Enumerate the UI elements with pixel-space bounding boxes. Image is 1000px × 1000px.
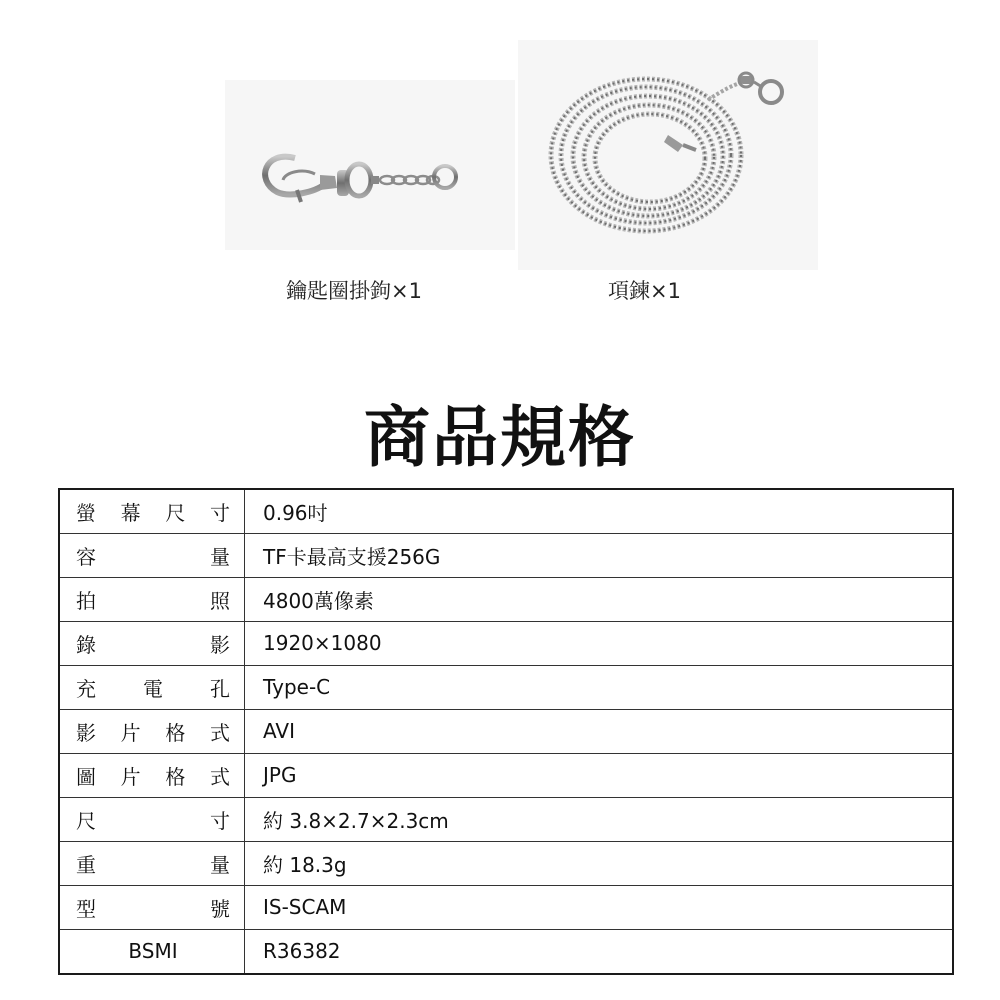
spec-row bbox=[59, 885, 953, 929]
spec-row bbox=[59, 577, 953, 621]
spec-key bbox=[59, 621, 245, 665]
spec-key bbox=[59, 665, 245, 709]
spec-key-label: 型 號 bbox=[76, 896, 230, 921]
spec-key bbox=[59, 753, 245, 797]
spec-key bbox=[59, 489, 245, 534]
keychain-hook-icon bbox=[225, 80, 515, 250]
spec-key-label: 影 片 格 式 bbox=[76, 720, 230, 745]
spec-table bbox=[58, 488, 954, 975]
spec-key-label: BSMI bbox=[128, 939, 178, 964]
accessory-label: 鑰匙圈掛鉤×1 bbox=[286, 279, 422, 303]
section-title: 商品規格 bbox=[364, 399, 636, 476]
spec-key-label: 錄 影 bbox=[76, 632, 230, 657]
spec-value: JPG bbox=[245, 753, 954, 797]
spec-key bbox=[59, 534, 245, 578]
spec-value: 1920×1080 bbox=[245, 621, 954, 665]
spec-key-label: 螢 幕 尺 寸 bbox=[76, 501, 230, 525]
spec-value: 0.96吋 bbox=[245, 489, 954, 534]
spec-key-label: 圖 片 格 式 bbox=[76, 764, 230, 789]
spec-value: 約 3.8×2.7×2.3cm bbox=[245, 797, 954, 841]
spec-value: 約 18.3g bbox=[245, 841, 954, 885]
spec-value: TF卡最高支援256G bbox=[245, 534, 954, 578]
spec-key-label: 充 電 孔 bbox=[76, 676, 230, 701]
spec-key bbox=[59, 929, 245, 974]
spec-key bbox=[59, 709, 245, 753]
spec-key bbox=[59, 885, 245, 929]
spec-key bbox=[59, 797, 245, 841]
spec-value: IS-SCAM bbox=[245, 885, 954, 929]
spec-row bbox=[59, 665, 953, 709]
spec-key bbox=[59, 577, 245, 621]
chain-necklace-icon bbox=[518, 40, 818, 270]
spec-key-label: 拍 照 bbox=[76, 588, 230, 613]
spec-row bbox=[59, 621, 953, 665]
spec-value: Type-C bbox=[245, 665, 954, 709]
spec-value: R36382 bbox=[245, 929, 954, 974]
spec-key-label: 重 量 bbox=[76, 852, 230, 877]
spec-row bbox=[59, 709, 953, 753]
spec-value: 4800萬像素 bbox=[245, 577, 954, 621]
spec-key-label: 容 量 bbox=[76, 544, 230, 569]
spec-row bbox=[59, 753, 953, 797]
spec-key bbox=[59, 841, 245, 885]
accessory-label: 項鍊×1 bbox=[608, 279, 681, 303]
spec-row bbox=[59, 841, 953, 885]
spec-value: AVI bbox=[245, 709, 954, 753]
spec-row bbox=[59, 797, 953, 841]
spec-row bbox=[59, 929, 953, 974]
spec-row bbox=[59, 534, 953, 578]
spec-row bbox=[59, 489, 953, 534]
spec-key-label: 尺 寸 bbox=[76, 808, 230, 833]
